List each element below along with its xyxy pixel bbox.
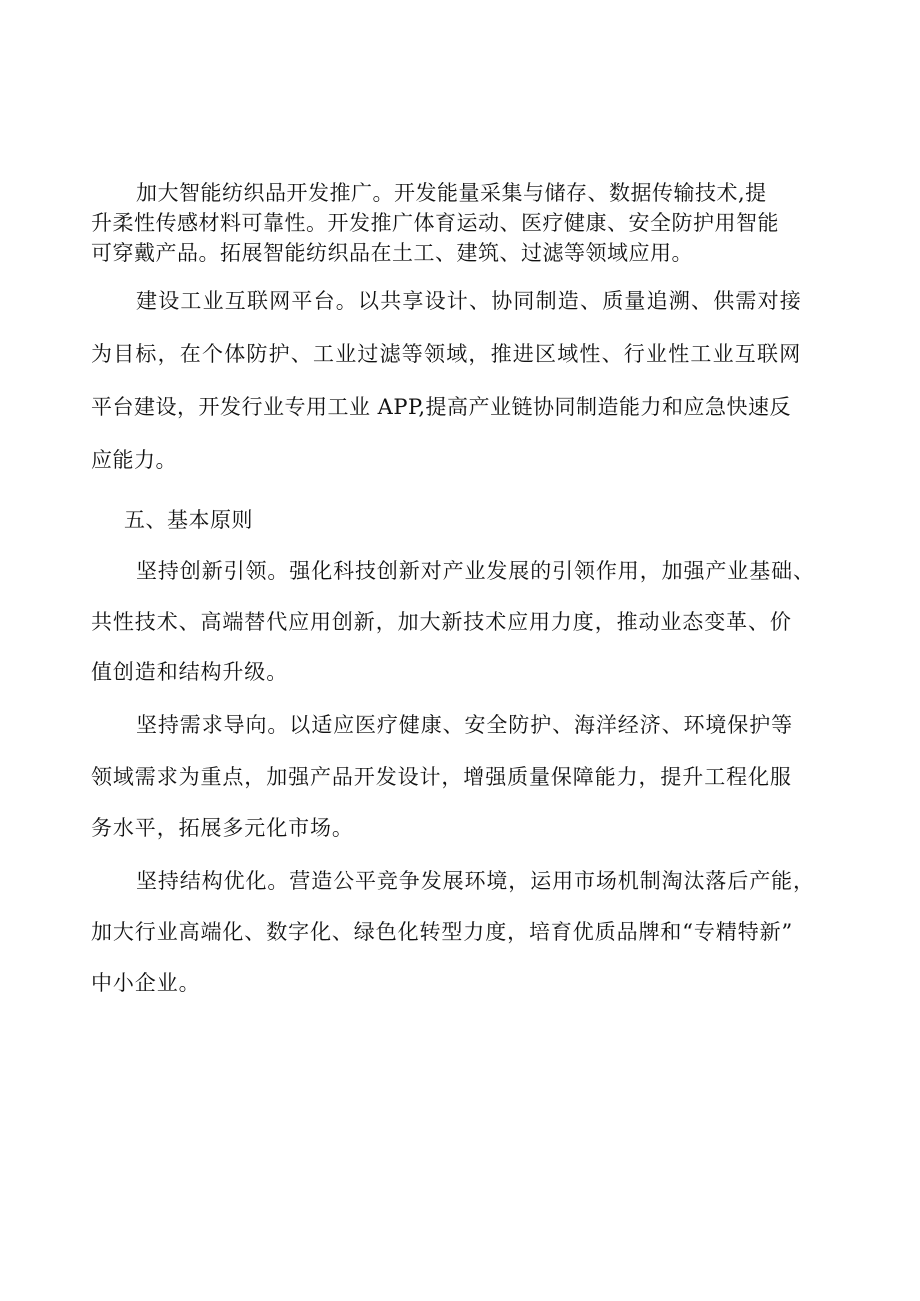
paragraph-1-line-3: 可穿戴产品。拓展智能纺织品在土工、建筑、过滤等领域应用。 xyxy=(91,241,693,265)
paragraph-3-line-2: 共性技术、高端替代应用创新，加大新技术应用力度，推动业态变革、价 xyxy=(91,610,792,634)
paragraph-4-line-2: 领域需求为重点，加强产品开发设计，增强质量保障能力，提升工程化服 xyxy=(91,765,792,789)
paragraph-1-line-1: 加大智能纺织品开发推广。开发能量采集与储存、数据传输技术,提 xyxy=(136,181,767,205)
paragraph-3-line-1: 坚持创新引领。强化科技创新对产业发展的引领作用，加强产业基础、 xyxy=(136,559,815,583)
paragraph-2-line-2: 为目标，在个体防护、工业过滤等领域，推进区域性、行业性工业互联网 xyxy=(91,342,802,366)
paragraph-2-line-3: 平台建设，开发行业专用工业 APP,提高产业链协同制造能力和应急快速反 xyxy=(91,395,792,419)
paragraph-2-line-1: 建设工业互联网平台。以共享设计、协同制造、质量追溯、供需对接 xyxy=(136,289,802,313)
paragraph-5-line-2: 加大行业高端化、数字化、绿色化转型力度，培育优质品牌和“专精特新” xyxy=(91,920,794,944)
paragraph-4-line-3: 务水平，拓展多元化市场。 xyxy=(91,816,354,840)
paragraph-3-line-3: 值创造和结构升级。 xyxy=(91,660,289,684)
paragraph-5-line-1: 坚持结构优化。营造公平竞争发展环境，运用市场机制淘汰落后产能， xyxy=(136,869,815,893)
paragraph-5-line-3: 中小企业。 xyxy=(91,971,201,995)
paragraph-1-line-2: 升柔性传感材料可靠性。开发推广体育运动、医疗健康、安全防护用智能 xyxy=(91,211,779,235)
section-heading: 五、基本原则 xyxy=(124,508,253,532)
paragraph-2-line-4: 应能力。 xyxy=(91,448,177,472)
paragraph-4-line-1: 坚持需求导向。以适应医疗健康、安全防护、海洋经济、环境保护等 xyxy=(136,713,793,737)
